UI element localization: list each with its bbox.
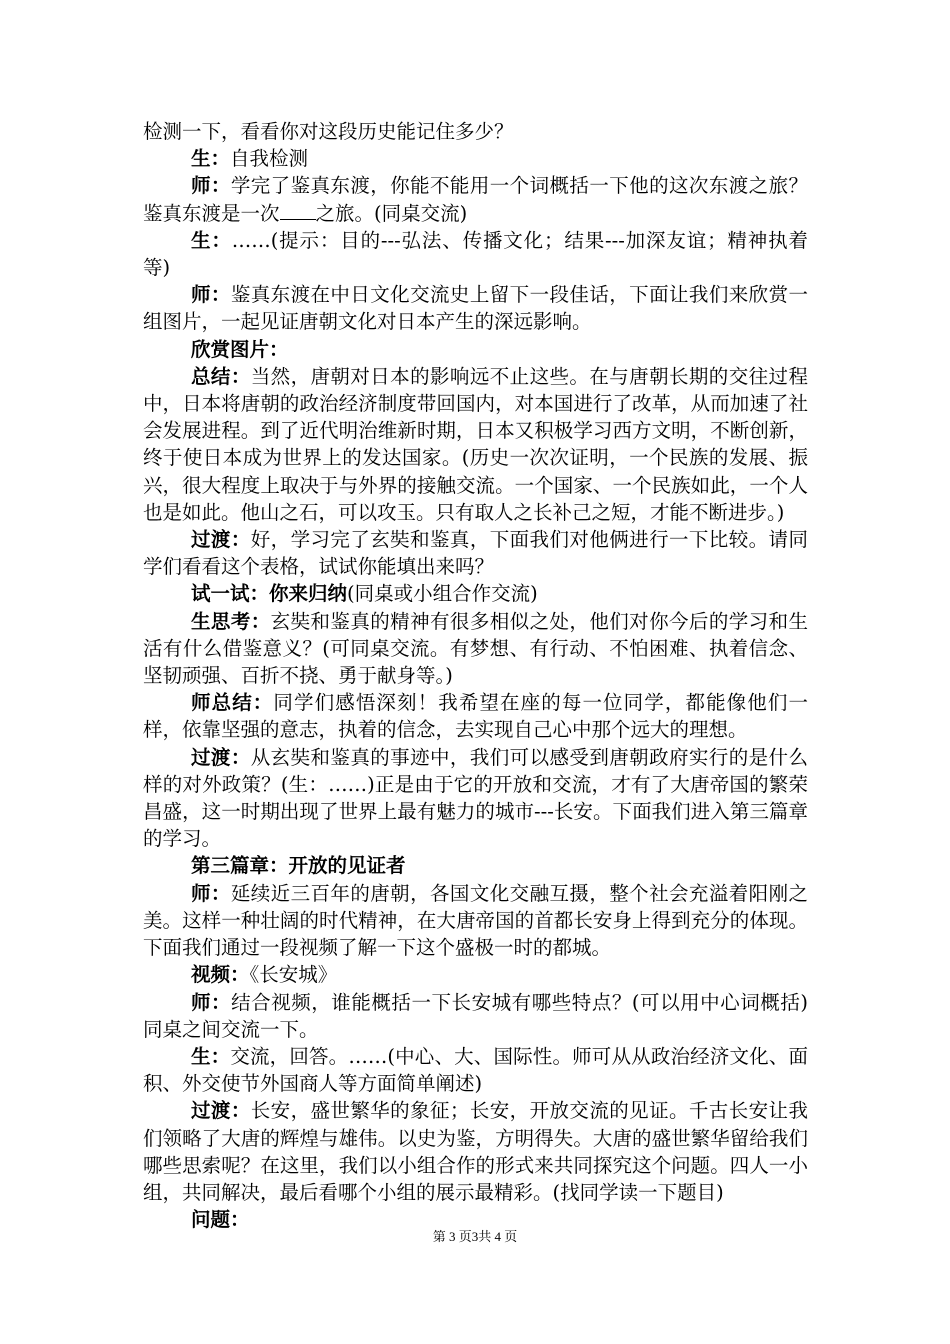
paragraph-video: 视频：《长安城》 bbox=[191, 963, 338, 987]
paragraph-try-it: 试一试：你来归纳(同桌或小组合作交流) bbox=[191, 582, 538, 606]
document-body bbox=[143, 118, 808, 1233]
paragraph-transition-compare: 过渡：好，学习完了玄奘和鉴真，下面我们对他俩进行一下比较。请同学们看看这个表格，试试你能填出来吗？ bbox=[143, 528, 808, 579]
heading-enjoy-images: 欣赏图片： bbox=[191, 337, 289, 361]
paragraph-teacher-tang: 师：延续近三百年的唐朝，各国文化交融互摄，整个社会充溢着阳刚之美。这样一种壮阔的时代精神，在大唐帝国的首都长安身上得到充分的体现。下面我们通过一段视频了解一下这个盛极一时的都城。 bbox=[143, 881, 808, 960]
page-footer: 第 3 页3共 4 页 bbox=[432, 1229, 518, 1244]
paragraph-summary: 总结：当然，唐朝对日本的影响远不止这些。在与唐朝长期的交往过程中，日本将唐朝的政治经济制度带回国内，对本国进行了改革，从而加速了社会发展进程。到了近代明治维新时期，日本又积极学习西方文明，不断创新，终于使日本成为世界上的发达国家。(历史一次次证明，一个民族的发展、振兴，很大程度上取决于与外界的接触交流。一个国家、一个民族如此，一个人也是如此。他山之石，可以攻玉。只有取人之长补己之短，才能不断进步。) bbox=[143, 364, 808, 524]
paragraph-student-answer: 生：……(提示：目的---弘法、传播文化；结果---加深友谊；精神执着等) bbox=[143, 228, 808, 280]
paragraph-intro: 检测一下，看看你对这段历史能记住多少？ bbox=[143, 120, 514, 143]
fill-in-blank bbox=[280, 201, 316, 220]
heading-questions: 问题： bbox=[191, 1208, 250, 1232]
paragraph-student-selfcheck: 生：自我检测 bbox=[191, 147, 309, 171]
paragraph-teacher-changan: 师：结合视频，谁能概括一下长安城有哪些特点？(可以用中心词概括)同桌之间交流一下。 bbox=[143, 990, 808, 1041]
paragraph-teacher-summary: 师总结：同学们感悟深刻！我希望在座的每一位同学，都能像他们一样，依靠坚强的意志，执着的信念，去实现自己心中那个远大的理想。 bbox=[143, 691, 808, 742]
paragraph-teacher-images: 师：鉴真东渡在中日文化交流史上留下一段佳话，下面让我们来欣赏一组图片，一起见证唐朝文化对日本产生的深远影响。 bbox=[143, 283, 808, 334]
paragraph-teacher-question: 师：学完了鉴真东渡，你能不能用一个词概括一下他的这次东渡之旅？鉴真东渡是一次 之旅。(同桌交流) bbox=[143, 174, 808, 225]
paragraph-transition-changan: 过渡：长安，盛世繁华的象征；长安，开放交流的见证。千古长安让我们领略了大唐的辉煌与雄伟。以史为鉴，方明得失。大唐的盛世繁华留给我们哪些思索呢？在这里，我们以小组合作的形式来共同探究这个问题。四人一小组，共同解决，最后看哪个小组的展示最精彩。(找同学读一下题目) bbox=[143, 1099, 808, 1204]
heading-chapter-three: 第三篇章：开放的见证者 bbox=[191, 854, 406, 878]
paragraph-student-thinking: 生思考：玄奘和鉴真的精神有很多相似之处，他们对你今后的学习和生活有什么借鉴意义？(可同桌交流。有梦想、有行动、不怕困难、执着信念、坚韧顽强、百折不挠、勇于献身等。) bbox=[143, 609, 808, 688]
paragraph-transition-policy: 过渡：从玄奘和鉴真的事迹中，我们可以感受到唐朝政府实行的是什么样的对外政策？(生：……)正是由于它的开放和交流，才有了大唐帝国的繁荣昌盛，这一时期出现了世界上最有魅力的城市---长安。下面我们进入第三篇章的学习。 bbox=[143, 745, 808, 851]
paragraph-student-changan: 生：交流，回答。……(中心、大、国际性。师可从从政治经济文化、面积、外交使节外国商人等方面简单阐述) bbox=[143, 1044, 808, 1096]
